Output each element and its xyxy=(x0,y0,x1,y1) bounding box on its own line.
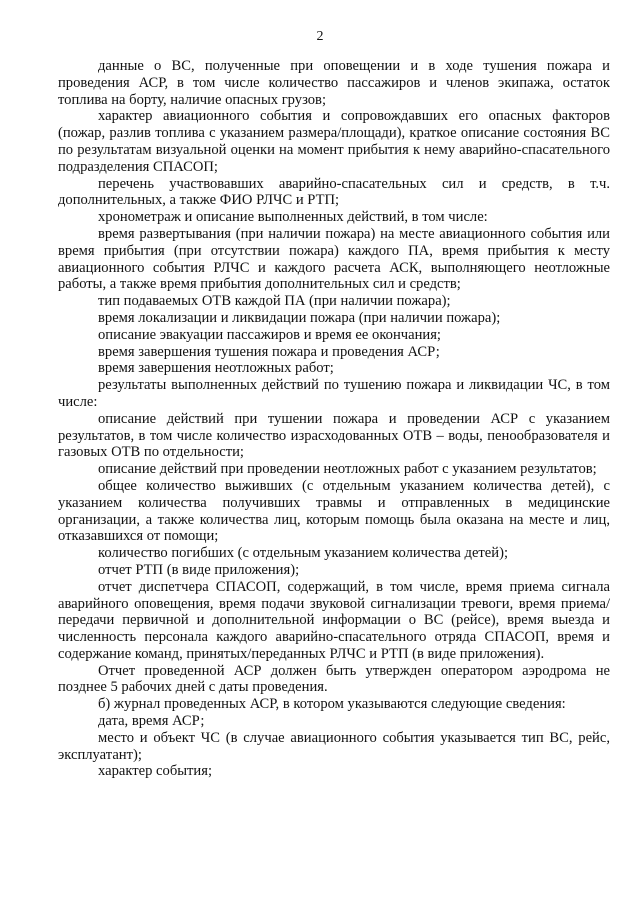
paragraph: отчет РТП (в виде приложения); xyxy=(98,561,300,578)
paragraph: описание действий при проведении неотложных работ с указанием результатов; xyxy=(98,461,597,478)
paragraph: Отчет проведенной АСР должен быть утвержден оператором аэродрома не позднее 5 рабочих дней с даты проведения. xyxy=(58,662,610,696)
paragraph: данные о ВС, полученные при оповещении и в ходе тушения пожара и проведения АСР, в том числе количество пассажиров и членов экипажа, остаток топлива на борту, наличие опасных грузов; xyxy=(58,58,610,108)
page-number: 2 xyxy=(316,29,324,44)
paragraph: дата, время АСР; xyxy=(98,713,205,730)
paragraph: хронометраж и описание выполненных действий, в том числе: xyxy=(98,209,488,226)
paragraph: время завершения неотложных работ; xyxy=(98,360,334,377)
paragraph: б) журнал проведенных АСР, в котором указываются следующие сведения: xyxy=(98,696,566,713)
paragraph: описание эвакуации пассажиров и время ее окончания; xyxy=(98,326,441,343)
paragraph: характер события; xyxy=(98,763,213,780)
paragraph: время локализации и ликвидации пожара (при наличии пожара); xyxy=(98,309,501,326)
paragraph: количество погибших (с отдельным указанием количества детей); xyxy=(98,545,509,562)
paragraph: время завершения тушения пожара и проведения АСР; xyxy=(98,343,440,360)
paragraph: результаты выполненных действий по тушению пожара и ликвидации ЧС, в том числе: xyxy=(58,377,610,410)
paragraph: описание действий при тушении пожара и проведении АСР с указанием результатов, в том числе количество израсходованных ОТВ – воды, пенообразователя и газовых ОТВ по отдельности; xyxy=(58,410,610,461)
paragraph: характер авиационного события и сопровождавших его опасных факторов (пожар, разлив топлива с указанием размера/площади), краткое описание состояния ВС по результатам визуальной оценки на момент прибытия к нему аварийно-спасательного подразделения СПАСОП; xyxy=(58,108,610,175)
paragraph: время развертывания (при наличии пожара) на месте авиационного события или время прибытия (при отсутствии пожара) каждого ПА, время прибытия к месту авиационного события РЛЧС и каждого расчета АСК, выполняющего неотложные работы, а также время прибытия дополнительных сил и средств; xyxy=(58,225,610,293)
document-body xyxy=(58,58,610,780)
paragraph: отчет диспетчера СПАСОП, содержащий, в том числе, время приема сигнала аварийного оповещения, время подачи звуковой сигнализации тревоги, время приема/передачи первичной и дополнительной информации о ВС (рейсе), время выезда и численность персонала каждого аварийно-спасательного отряда СПАСОП, время и содержание команд, принятых/переданных РЛЧС и РТП (в виде приложения). xyxy=(58,578,610,662)
paragraph: тип подаваемых ОТВ каждой ПА (при наличии пожара); xyxy=(98,293,451,310)
paragraph: место и объект ЧС (в случае авиационного события указывается тип ВС, рейс, эксплуатант); xyxy=(58,729,610,763)
paragraph: общее количество выживших (с отдельным указанием количества детей), с указанием количества получивших травмы и отправленных в медицинские организации, а также количества лиц, которым помощь была оказана на месте и лиц, отказавшихся от помощи; xyxy=(58,477,610,545)
paragraph: перечень участвовавших аварийно-спасательных сил и средств, в т.ч. дополнительных, а также ФИО РЛЧС и РТП; xyxy=(58,175,610,209)
